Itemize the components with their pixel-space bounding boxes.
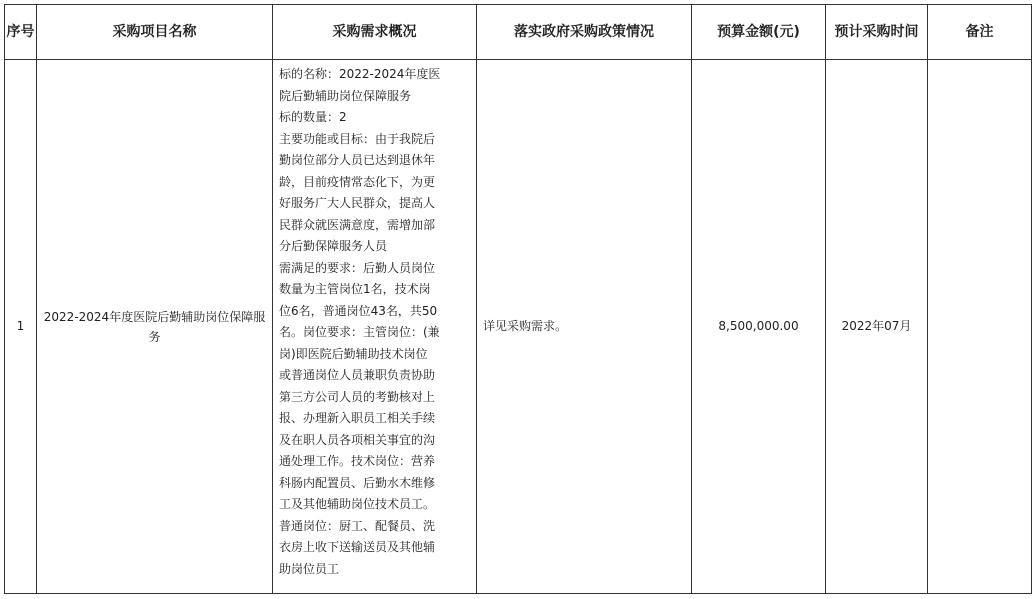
requirement-line: 分后勤保障服务人员 [279, 239, 388, 253]
cell-index: 1 [5, 60, 37, 594]
requirement-line: 勤岗位部分人员已达到退休年 [279, 153, 436, 167]
header-remark: 备注 [928, 5, 1032, 60]
cell-requirement [273, 60, 477, 594]
requirement-line: 位6名，普通岗位43名，共50 [279, 303, 438, 318]
header-policy: 落实政府采购政策情况 [477, 5, 692, 60]
requirement-line: 需满足的要求：后勤人员岗位 [279, 260, 436, 275]
table-header-row [5, 5, 1032, 60]
cell-project-name: 2022-2024年度医院后勤辅助岗位保障服务 [37, 60, 273, 594]
requirement-line: 科肠内配置员、后勤水木维修 [279, 475, 436, 490]
procurement-table [4, 4, 1032, 594]
requirement-line: 名。岗位要求：主管岗位：(兼 [279, 325, 440, 339]
header-time: 预计采购时间 [826, 5, 928, 60]
header-requirement: 采购需求概况 [273, 5, 477, 60]
requirement-line: 普通岗位：厨工、配餐员、洗 [279, 518, 436, 533]
header-budget: 预算金额(元) [692, 5, 826, 60]
requirement-line: 主要功能或目标：由于我院后 [279, 131, 436, 146]
requirement-line: 数量为主管岗位1名，技术岗 [279, 282, 431, 296]
requirement-line: 第三方公司人员的考勤核对上 [279, 389, 436, 404]
requirement-line: 通处理工作。技术岗位：营养 [279, 454, 436, 468]
requirement-line: 岗)即医院后勤辅助技术岗位 [279, 346, 428, 361]
requirement-line: 好服务广大人民群众，提高人 [279, 196, 436, 210]
requirement-line: 龄，目前疫情常态化下，为更 [279, 174, 436, 189]
cell-time: 2022年07月 [826, 60, 928, 594]
requirement-line: 衣房上收下送输送员及其他辅 [279, 540, 436, 554]
requirement-line: 助岗位员工 [279, 561, 340, 576]
requirement-line: 报、办理新入职员工相关手续 [279, 411, 436, 425]
requirement-line: 及在职人员各项相关事宜的沟 [279, 432, 436, 447]
table-row [5, 60, 1032, 594]
requirement-line: 院后勤辅助岗位保障服务 [279, 88, 412, 103]
header-index: 序号 [5, 5, 37, 60]
requirement-line: 标的数量：2 [279, 110, 347, 124]
requirement-line: 工及其他辅助岗位技术员工。 [279, 497, 436, 511]
requirement-line: 民群众就医满意度，需增加部 [279, 217, 436, 232]
cell-policy: 详见采购需求。 [477, 60, 692, 594]
header-project-name: 采购项目名称 [37, 5, 273, 60]
cell-budget: 8,500,000.00 [692, 60, 826, 594]
requirement-line: 或普通岗位人员兼职负责协助 [279, 368, 436, 382]
cell-remark [928, 60, 1032, 594]
requirement-line: 标的名称：2022-2024年度医 [279, 67, 441, 81]
